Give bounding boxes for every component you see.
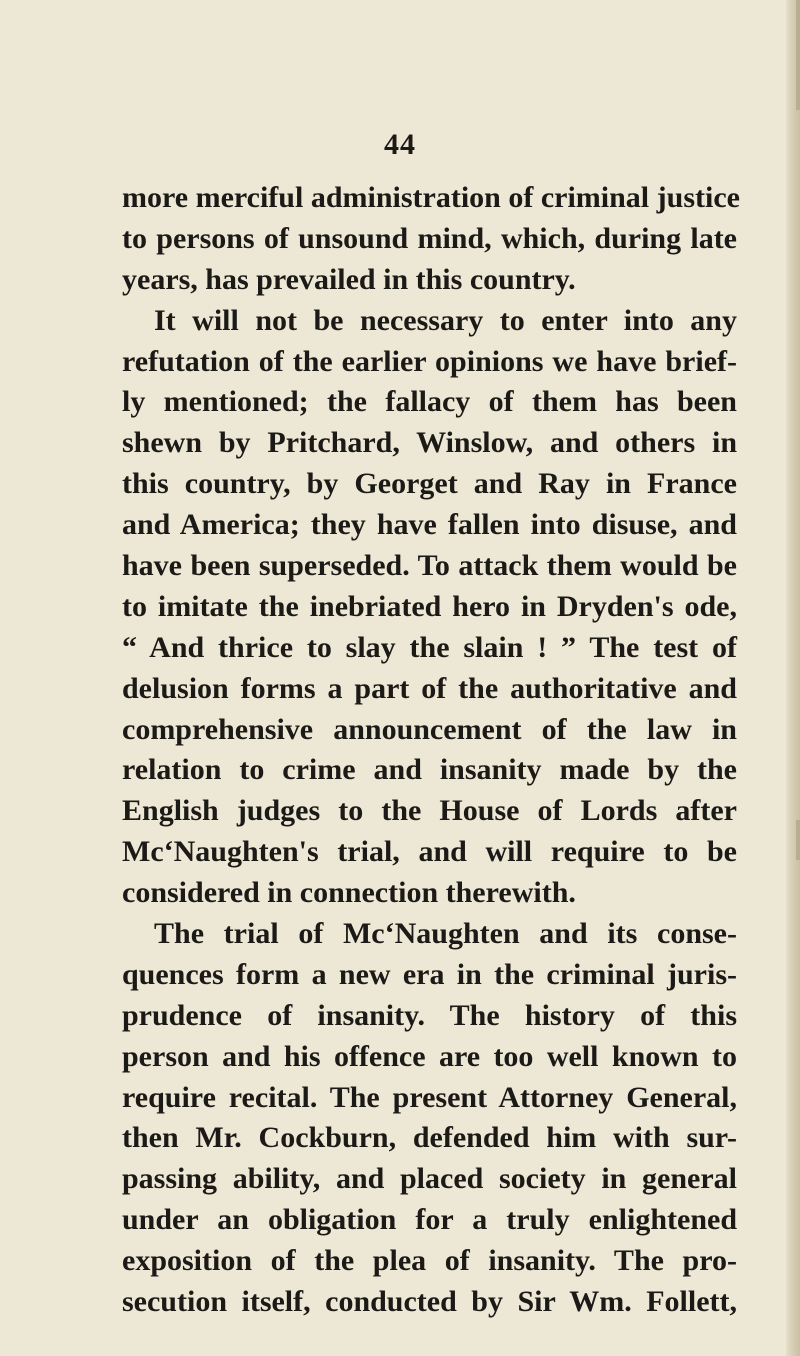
text-line: shewn by Pritchard, Winslow, and others in [122,426,737,460]
text-line: comprehensive announcement of the law in [122,712,737,746]
text-line: English judges to the House of Lords after [122,794,737,828]
page-edge [786,0,800,1356]
text-line: under an obligation for a truly enlightened [122,1203,737,1237]
text-line: exposition of the plea of insanity. The pro- [122,1244,737,1278]
text-line: to persons of unsound mind, which, during late [122,221,737,255]
text-line: person and his offence are too well known to [122,1039,737,1073]
text-line: this country, by Georget and Ray in France [122,467,737,501]
text-line: refutation of the earlier opinions we have brief- [122,344,737,378]
page-edge-shadow [796,0,800,110]
page-edge-shadow [796,820,800,860]
text-line: more merciful administration of criminal justice [122,181,740,214]
text-line: and America; they have fallen into disuse, and [122,508,737,542]
text-line: quences form a new era in the criminal juris- [122,957,737,991]
text-line: The trial of Mc‘Naughten and its conse- [154,917,737,951]
text-line: considered in connection therewith. [122,876,576,910]
text-line: secution itself, conducted by Sir Wm. Follett, [122,1285,737,1319]
body-text [122,178,740,1323]
text-line: Mc‘Naughten's trial, and will require to be [122,835,737,869]
text-line: have been superseded. To attack them would be [122,549,737,583]
text-line: It will not be necessary to enter into any [154,303,737,337]
text-line: delusion forms a part of the authoritative and [122,671,737,705]
text-line: then Mr. Cockburn, defended him with sur- [122,1121,737,1155]
text-line: prudence of insanity. The history of this [122,998,737,1032]
text-line: passing ability, and placed society in general [122,1162,737,1196]
text-line: ly mentioned; the fallacy of them has been [122,385,737,419]
text-line: years, has prevailed in this country. [122,262,576,296]
page-number: 44 [384,128,416,161]
text-line: “ And thrice to slay the slain ! ” The test of [122,630,737,664]
text-line: to imitate the inebriated hero in Dryden's ode, [122,589,737,623]
text-line: relation to crime and insanity made by the [122,753,737,787]
text-line: require recital. The present Attorney General, [122,1080,737,1114]
